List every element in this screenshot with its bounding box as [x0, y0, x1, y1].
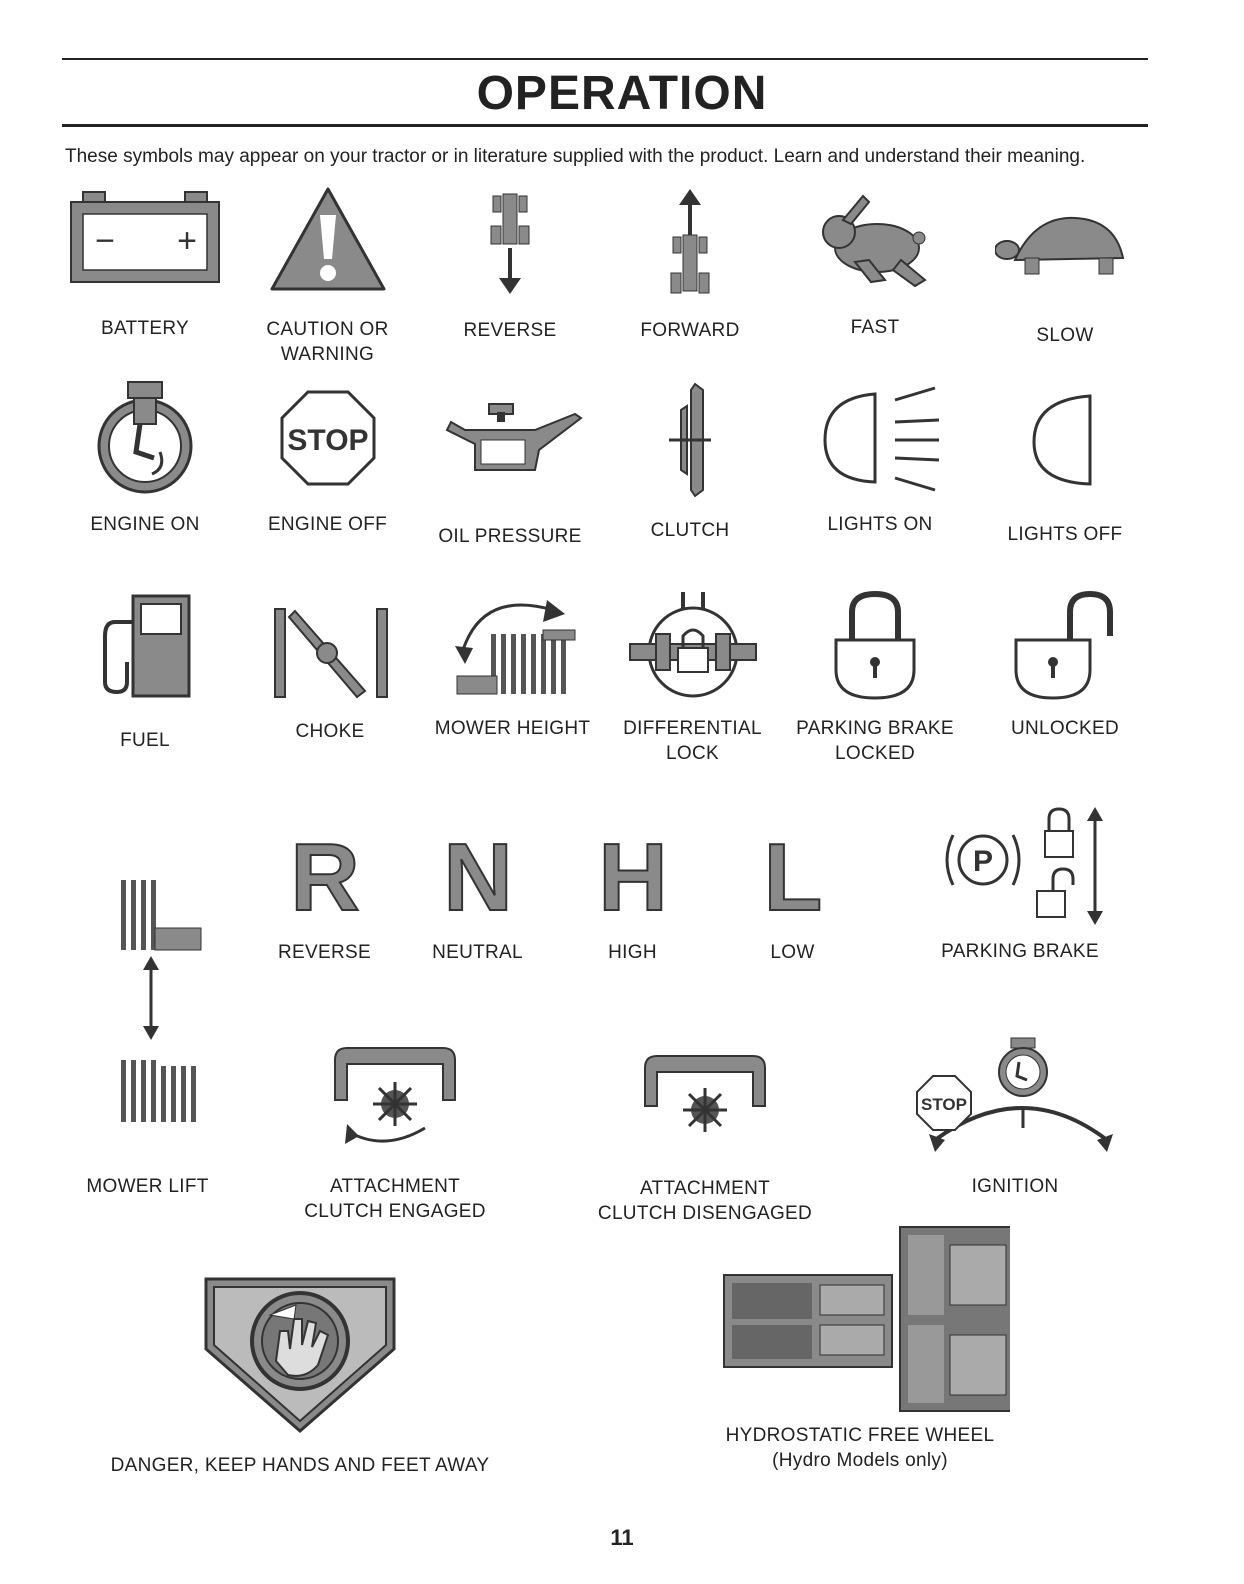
padlock-unlocked-icon — [1010, 590, 1120, 702]
symbol-mower-lift — [70, 870, 225, 1199]
parking-brake-icon — [925, 805, 1115, 927]
letter-h-icon — [588, 820, 678, 920]
letter-l-glyph: L — [763, 824, 822, 920]
mower-lift-icon — [93, 870, 203, 1130]
symbol-attachment-engaged — [285, 1040, 505, 1224]
symbol-attachment-disengaged — [585, 1050, 825, 1226]
symbol-choke — [250, 605, 410, 744]
symbol-reverse — [430, 190, 590, 343]
battery-label: BATTERY — [101, 318, 189, 339]
lights-on-label: LIGHTS ON — [827, 514, 933, 535]
gear-neutral-label: NEUTRAL — [432, 942, 523, 963]
danger-label: DANGER, KEEP HANDS AND FEET AWAY — [110, 1455, 490, 1476]
letter-n-icon — [433, 820, 523, 920]
attachment-engaged-icon — [325, 1040, 465, 1152]
gear-low-label: LOW — [770, 942, 815, 963]
rabbit-icon — [815, 190, 935, 295]
gear-high-label: HIGH — [608, 942, 657, 963]
fuel-label: FUEL — [120, 730, 170, 751]
symbol-clutch — [615, 380, 765, 543]
fuel-pump-icon — [95, 592, 195, 702]
letter-r-glyph: R — [289, 824, 360, 920]
attachment-disengaged-label: ATTACHMENT CLUTCH DISENGAGED — [597, 1178, 813, 1224]
symbol-parking-brake-locked — [790, 590, 960, 766]
title-underline — [62, 124, 1148, 127]
engine-off-label: ENGINE OFF — [267, 514, 388, 535]
battery-minus-glyph: − — [95, 222, 115, 260]
turtle-icon — [995, 210, 1135, 285]
symbol-lights-off — [985, 390, 1145, 547]
symbol-parking-brake — [920, 805, 1120, 964]
engine-on-label: ENGINE ON — [90, 514, 200, 535]
letter-l-icon — [748, 820, 838, 920]
caution-label: CAUTION OR WARNING — [266, 319, 389, 365]
p-glyph: P — [972, 845, 994, 878]
fast-label: FAST — [850, 317, 900, 338]
symbol-fast — [790, 190, 960, 340]
forward-label: FORWARD — [640, 320, 740, 341]
attachment-engaged-label: ATTACHMENT CLUTCH ENGAGED — [304, 1176, 486, 1222]
parking-brake-label: PARKING BRAKE — [941, 941, 1099, 962]
symbol-fuel — [70, 592, 220, 753]
intro-text: These symbols may appear on your tractor or in literature supplied with the product. Learn and understand their meaning. — [65, 146, 1086, 167]
ignition-stop-text: STOP — [921, 1095, 967, 1114]
symbol-ignition — [915, 1036, 1115, 1199]
hydrostatic-label: HYDROSTATIC FREE WHEEL — [725, 1425, 995, 1446]
oil-pressure-label: OIL PRESSURE — [438, 526, 582, 547]
symbol-oil-pressure — [425, 400, 595, 549]
symbol-forward — [610, 185, 770, 343]
headlight-on-icon — [815, 378, 945, 498]
tractor-reverse-icon — [485, 190, 535, 300]
symbol-engine-on — [60, 378, 230, 537]
stop-sign-icon — [278, 388, 378, 488]
page-title: OPERATION — [476, 67, 768, 120]
symbol-mower-height — [425, 590, 600, 741]
engine-on-icon — [90, 378, 200, 498]
choke-icon — [265, 605, 395, 701]
letter-h-glyph: H — [597, 824, 668, 920]
symbol-danger — [80, 1275, 520, 1478]
symbol-gear-low — [725, 820, 860, 965]
danger-hand-icon — [200, 1275, 400, 1435]
symbol-caution — [240, 185, 415, 367]
symbol-lights-on — [795, 378, 965, 537]
ignition-icon — [915, 1036, 1115, 1162]
attachment-disengaged-icon — [635, 1050, 775, 1142]
headlight-off-icon — [1020, 390, 1110, 490]
slow-label: SLOW — [1036, 325, 1094, 346]
letter-r-icon — [280, 820, 370, 920]
tractor-forward-icon — [665, 185, 715, 300]
hydro-note: (Hydro Models only) — [772, 1450, 948, 1471]
battery-plus-glyph: + — [177, 222, 197, 260]
clutch-label: CLUTCH — [650, 520, 730, 541]
differential-lock-icon — [628, 590, 758, 700]
battery-icon — [65, 190, 225, 290]
symbol-gear-neutral — [405, 820, 550, 965]
unlocked-label: UNLOCKED — [1011, 718, 1119, 739]
mower-height-label: MOWER HEIGHT — [434, 718, 591, 739]
hydrostatic-free-wheel-icon — [710, 1225, 1010, 1415]
mower-height-icon — [443, 590, 583, 702]
ignition-label: IGNITION — [971, 1176, 1059, 1197]
parking-brake-locked-label: PARKING BRAKE LOCKED — [796, 718, 954, 764]
symbol-battery — [55, 190, 235, 341]
reverse-label: REVERSE — [463, 320, 557, 341]
symbol-differential-lock — [610, 590, 775, 766]
symbol-hydrostatic — [700, 1225, 1020, 1473]
stop-text: STOP — [286, 424, 369, 457]
letter-n-glyph: N — [442, 824, 513, 920]
mower-lift-label: MOWER LIFT — [86, 1176, 209, 1197]
symbol-slow — [980, 210, 1150, 348]
lights-off-label: LIGHTS OFF — [1007, 524, 1123, 545]
oil-can-icon — [435, 400, 585, 480]
differential-lock-label: DIFFERENTIAL LOCK — [623, 718, 762, 764]
symbol-gear-high — [565, 820, 700, 965]
clutch-icon — [665, 380, 715, 500]
symbol-gear-reverse — [252, 820, 397, 965]
gear-reverse-label: REVERSE — [278, 942, 371, 963]
symbol-engine-off — [245, 388, 410, 537]
page-number: 11 — [610, 1525, 634, 1550]
top-rule — [62, 58, 1148, 60]
choke-label: CHOKE — [295, 721, 365, 742]
padlock-locked-icon — [830, 590, 920, 702]
warning-triangle-icon — [268, 185, 388, 295]
symbol-unlocked — [985, 590, 1145, 741]
